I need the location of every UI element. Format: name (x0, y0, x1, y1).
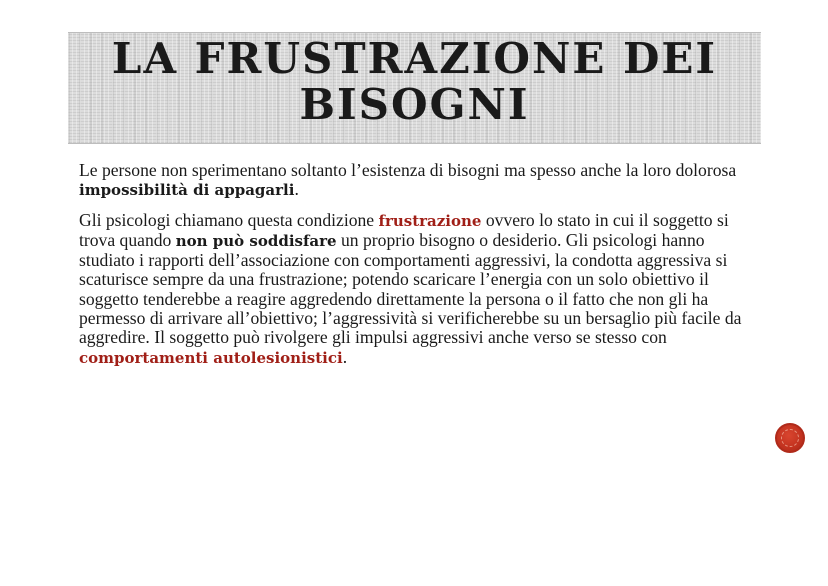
paragraph-frustration-text-a: Gli psicologi chiamano questa condizione (79, 209, 379, 230)
paragraph-frustration-text-c: un proprio bisogno o desiderio. Gli psicologi hanno studiato i rapporti dell’associazione con comportamenti aggressivi, la condotta aggressiva si scaturisce sempre da una frustrazione; potendo scaricare l’energia con un solo obiettivo il soggetto tenderebbe a reagire aggredendo direttamente la persona o il fatto che non gli ha permesso di arrivare all’obiettivo; l’aggressività si verificherebbe su un bersaglio più facile da aggredire. Il soggetto può rivolgere gli impulsi aggressivi anche verso se stesso con (79, 229, 742, 348)
paragraph-frustration-text-b: ovvero lo stato in cui il soggetto si trova quando (79, 209, 729, 250)
slide-content (79, 161, 759, 378)
term-frustrazione: frustrazione (378, 211, 482, 230)
paragraph-intro-text-b: . (294, 179, 299, 200)
paragraph-intro-bold: impossibilità di appagarli (79, 181, 295, 200)
paragraph-frustration (79, 211, 759, 368)
paragraph-intro (79, 161, 759, 201)
phrase-non-puo-soddisfare: non può soddisfare (175, 231, 337, 250)
term-comportamenti-autolesionistici: comportamenti autolesionistici (79, 348, 343, 367)
circle-nav-icon-ring (781, 429, 799, 447)
slide-title: LA FRUSTRAZIONE DEI BISOGNI (111, 34, 718, 129)
circle-nav-icon[interactable] (775, 423, 805, 453)
paragraph-frustration-text-d: . (342, 346, 348, 367)
paragraph-intro-text-a: Le persone non sperimentano soltanto l’esistenza di bisogni ma spesso anche la loro dolorosa (79, 160, 737, 180)
